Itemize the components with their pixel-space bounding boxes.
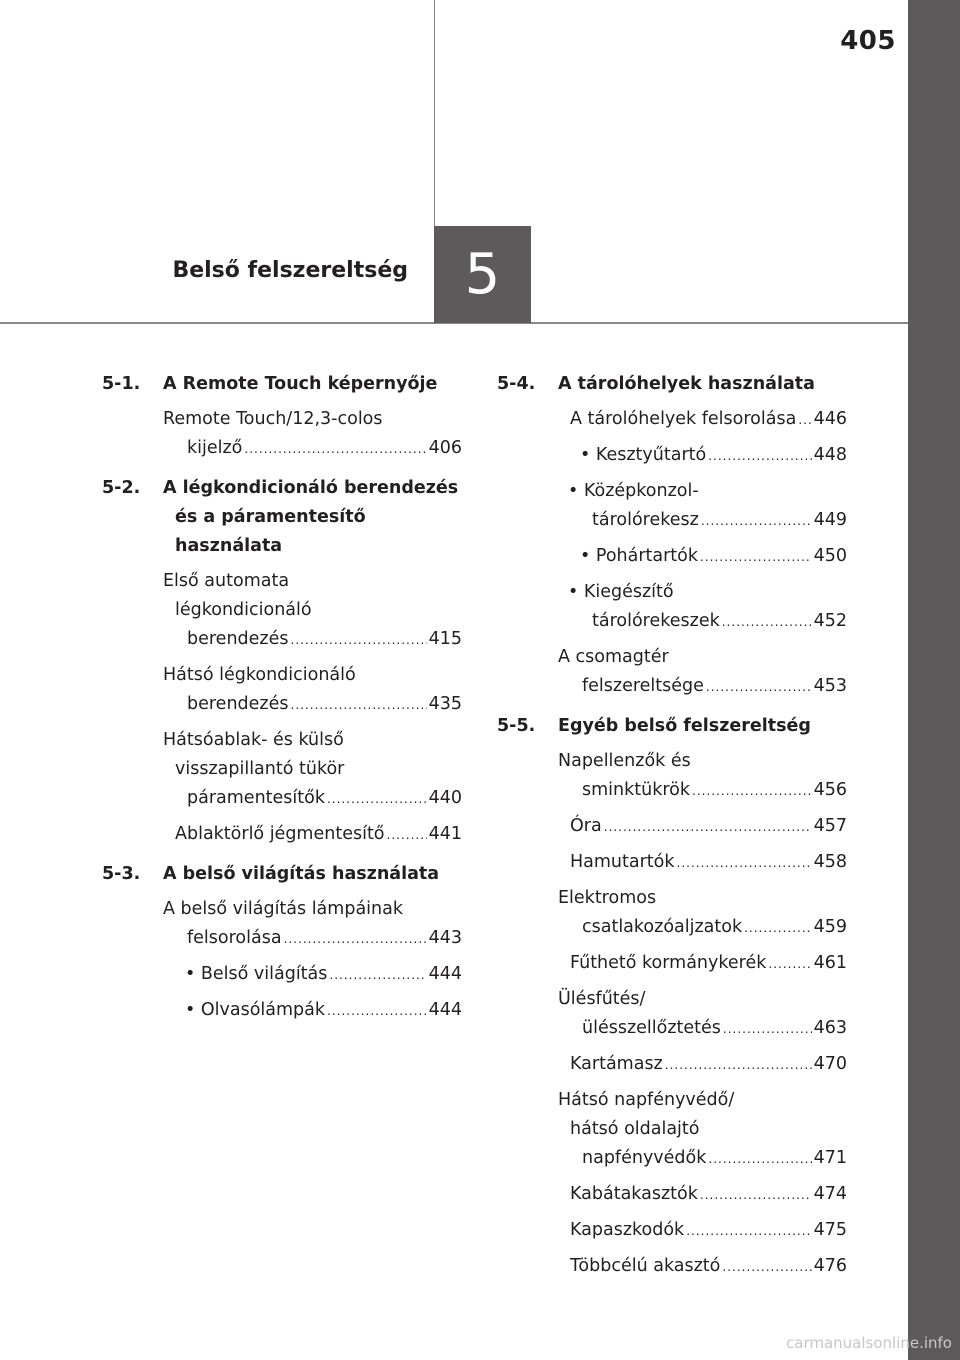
toc-section <box>102 370 462 464</box>
toc-entry[interactable] <box>558 985 847 1044</box>
toc-entry-line <box>580 607 847 637</box>
leader-dots <box>244 435 426 464</box>
toc-entry-page: 475 <box>813 1220 847 1240</box>
toc-entry[interactable] <box>163 405 462 464</box>
toc-entry-text: Óra <box>570 816 602 836</box>
toc-entry-page: 448 <box>813 445 847 465</box>
toc-entry-text: • Kesztyűtartó <box>580 445 707 465</box>
toc-entry-line: A belső világítás lámpáinak <box>163 899 403 919</box>
toc-entry-text: Többcélú akasztó <box>570 1256 721 1276</box>
toc-entry-page: 446 <box>813 409 847 429</box>
toc-section <box>102 860 462 1026</box>
toc-right-column <box>497 370 847 1292</box>
toc-entry-text: páramentesítők <box>187 788 325 808</box>
leader-dots <box>327 785 427 814</box>
toc-entry-page: 463 <box>813 1018 847 1038</box>
toc-entry-line <box>570 405 847 435</box>
toc-entry-line <box>580 506 847 536</box>
leader-dots <box>692 777 812 806</box>
toc-entry-page: 440 <box>428 788 462 808</box>
leader-dots <box>768 950 811 979</box>
toc-entry[interactable] <box>558 405 847 435</box>
toc-entry-line: Elektromos <box>558 888 657 908</box>
toc-entry-line: visszapillantó tükör <box>175 759 345 779</box>
toc-entry-page: 415 <box>428 629 462 649</box>
toc-entry[interactable] <box>568 441 847 471</box>
toc-entry-page: 476 <box>813 1256 847 1276</box>
toc-entry[interactable] <box>568 578 847 637</box>
watermark: carmanualsonline.info <box>786 1334 952 1352</box>
header-vertical-rule <box>434 0 435 226</box>
toc-entry-page: 456 <box>813 780 847 800</box>
toc-entry-text: tárolórekesz <box>592 510 699 530</box>
toc-entry-line: A csomagtér <box>558 647 669 667</box>
toc-entry[interactable] <box>558 884 847 943</box>
toc-entry[interactable] <box>558 848 847 878</box>
toc-entry-line <box>185 996 462 1026</box>
leader-dots <box>327 997 427 1026</box>
toc-entry-line: Hátsó napfényvédő/ <box>558 1090 735 1110</box>
toc-entry-line <box>185 960 462 990</box>
toc-entry-text: csatlakozóaljzatok <box>582 917 743 937</box>
toc-entry-line <box>570 949 847 979</box>
toc-entry-line: Ülésfűtés/ <box>558 989 646 1009</box>
toc-section-heading[interactable] <box>497 370 847 399</box>
toc-entry-page: 441 <box>428 824 462 844</box>
toc-entry[interactable] <box>568 477 847 536</box>
toc-entry-line <box>580 542 847 572</box>
toc-entry-line <box>570 1216 847 1246</box>
leader-dots <box>665 1051 812 1080</box>
toc-entry-page: 459 <box>813 917 847 937</box>
toc-section-number: 5-3. <box>102 864 141 884</box>
leader-dots <box>722 608 812 637</box>
toc-section-title: Egyéb belső felszereltség <box>558 716 811 736</box>
toc-entry-line <box>570 1180 847 1210</box>
toc-entry-page: 458 <box>813 852 847 872</box>
toc-entry-text: berendezés <box>187 629 289 649</box>
leader-dots <box>291 626 427 655</box>
toc-entry-line <box>175 434 462 464</box>
toc-entry[interactable] <box>163 895 462 954</box>
toc-entry-text: A tárolóhelyek felsorolása <box>570 409 797 429</box>
toc-entry-line: Remote Touch/12,3-colos <box>163 409 383 429</box>
toc-entry-page: 471 <box>813 1148 847 1168</box>
toc-entry-line <box>175 820 462 850</box>
toc-entry-text: felszereltsége <box>582 676 704 696</box>
toc-entry-text: • Belső világítás <box>185 964 328 984</box>
toc-entry-line <box>570 1144 847 1174</box>
toc-entry-line <box>570 776 847 806</box>
leader-dots <box>798 406 811 435</box>
toc-entry-text: Hamutartók <box>570 852 675 872</box>
toc-left-column <box>102 370 462 1036</box>
toc-entry-page: 457 <box>813 816 847 836</box>
toc-entry-line <box>570 848 847 878</box>
toc-entry-text: napfényvédők <box>582 1148 707 1168</box>
toc-entry-text: • Pohártartók <box>580 546 699 566</box>
toc-entry[interactable] <box>558 1050 847 1080</box>
toc-entry[interactable] <box>558 1086 847 1174</box>
toc-entry-text: Kartámasz <box>570 1054 663 1074</box>
toc-entry-page: 406 <box>428 438 462 458</box>
toc-entry[interactable] <box>173 996 462 1026</box>
toc-entry-page: 444 <box>428 964 462 984</box>
toc-entry[interactable] <box>163 726 462 814</box>
toc-entry-line <box>175 784 462 814</box>
leader-dots <box>700 543 812 572</box>
chapter-title: Belső felszereltség <box>172 258 408 283</box>
toc-entry[interactable] <box>173 960 462 990</box>
leader-dots <box>686 1217 811 1246</box>
toc-entry-line <box>570 1050 847 1080</box>
leader-dots <box>701 507 812 536</box>
toc-entry-line: légkondicionáló <box>175 600 312 620</box>
toc-entry-line <box>570 812 847 842</box>
toc-section-title: A légkondicionáló berendezés és a páramentesítő használata <box>163 478 459 556</box>
toc-entry-text: sminktükrök <box>582 780 690 800</box>
toc-section <box>102 474 462 850</box>
toc-entry-text: ülésszellőztetés <box>582 1018 721 1038</box>
toc-entry-line: Hátsóablak- és külső <box>163 730 344 750</box>
toc-entry-page: 452 <box>813 611 847 631</box>
leader-dots <box>291 691 427 720</box>
page-number: 405 <box>840 26 896 56</box>
toc-entry-text: Kapaszkodók <box>570 1220 685 1240</box>
toc-section-title: A Remote Touch képernyője <box>163 374 438 394</box>
toc-entry-page: 435 <box>428 694 462 714</box>
toc-entry-text: kijelző <box>187 438 243 458</box>
toc-entry-page: 450 <box>813 546 847 566</box>
toc-entry[interactable] <box>558 949 847 979</box>
toc-section-number: 5-4. <box>497 374 536 394</box>
toc-entry-text: Fűthető kormánykerék <box>570 953 767 973</box>
toc-entry-page: 444 <box>428 1000 462 1020</box>
leader-dots <box>387 821 427 850</box>
toc-entry-text: Kabátakasztók <box>570 1184 698 1204</box>
leader-dots <box>700 1181 812 1210</box>
toc-entry-page: 474 <box>813 1184 847 1204</box>
toc-entry[interactable] <box>558 643 847 702</box>
chapter-side-tab <box>908 0 960 1360</box>
toc-section-heading[interactable] <box>102 370 462 399</box>
leader-dots <box>706 673 812 702</box>
toc-entry-page: 453 <box>813 676 847 696</box>
toc-section-heading[interactable] <box>497 712 847 741</box>
leader-dots <box>708 1145 811 1174</box>
leader-dots <box>744 914 812 943</box>
toc-section-heading[interactable] <box>102 860 462 889</box>
toc-section-title: A belső világítás használata <box>163 864 440 884</box>
toc-section-number: 5-1. <box>102 374 141 394</box>
toc-entry-line: • Kiegészítő <box>568 582 674 602</box>
leader-dots <box>677 849 812 878</box>
toc-entry-text: tárolórekeszek <box>592 611 720 631</box>
leader-dots <box>708 442 811 471</box>
toc-entry[interactable] <box>558 747 847 806</box>
toc-entry-line <box>175 625 462 655</box>
toc-entry-line <box>570 672 847 702</box>
toc-entry[interactable] <box>558 812 847 842</box>
leader-dots <box>722 1253 811 1282</box>
toc-entry[interactable] <box>558 1252 847 1282</box>
toc-entry-line: • Középkonzol- <box>568 481 699 501</box>
toc-entry[interactable] <box>558 1180 847 1210</box>
toc-entry-text: • Olvasólámpák <box>185 1000 326 1020</box>
toc-section-number: 5-2. <box>102 478 141 498</box>
leader-dots <box>329 961 426 990</box>
toc-entry[interactable] <box>163 567 462 655</box>
toc-entry-line <box>570 1014 847 1044</box>
toc-entry-line: Első automata <box>163 571 290 591</box>
leader-dots <box>284 925 427 954</box>
toc-section-heading[interactable] <box>102 474 462 561</box>
toc-entry-page: 449 <box>813 510 847 530</box>
toc-entry-text: Ablaktörlő jégmentesítő <box>175 824 385 844</box>
toc-entry-line <box>175 924 462 954</box>
leader-dots <box>604 813 812 842</box>
toc-section-title: A tárolóhelyek használata <box>558 374 815 394</box>
toc-entry[interactable] <box>163 820 462 850</box>
toc-entry[interactable] <box>558 1216 847 1246</box>
toc-section <box>497 712 847 1282</box>
leader-dots <box>723 1015 812 1044</box>
toc-entry-line: hátsó oldalajtó <box>570 1119 700 1139</box>
chapter-number-box: 5 <box>434 226 531 323</box>
toc-section <box>497 370 847 702</box>
toc-entry-text: berendezés <box>187 694 289 714</box>
toc-section-number: 5-5. <box>497 716 536 736</box>
toc-entry-text: felsorolása <box>187 928 282 948</box>
toc-entry-line <box>570 1252 847 1282</box>
toc-entry-page: 461 <box>813 953 847 973</box>
toc-entry-line: Napellenzők és <box>558 751 691 771</box>
toc-entry-page: 470 <box>813 1054 847 1074</box>
toc-entry[interactable] <box>568 542 847 572</box>
toc-entry-line <box>175 690 462 720</box>
toc-entry-line <box>580 441 847 471</box>
toc-entry[interactable] <box>163 661 462 720</box>
toc-entry-page: 443 <box>428 928 462 948</box>
toc-entry-line <box>570 913 847 943</box>
toc-entry-line: Hátsó légkondicionáló <box>163 665 356 685</box>
